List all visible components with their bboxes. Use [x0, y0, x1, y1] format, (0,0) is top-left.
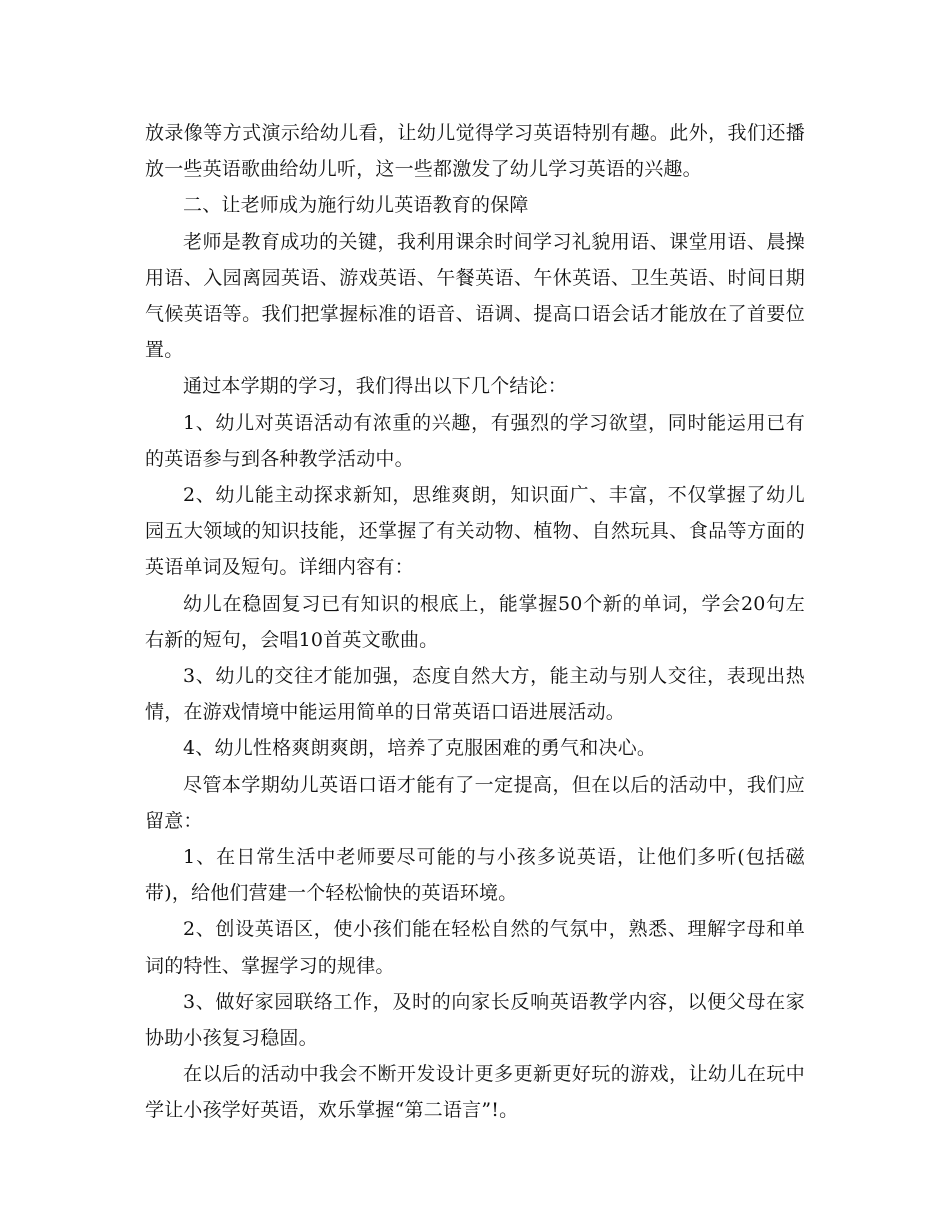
- paragraph: 尽管本学期幼儿英语口语才能有了一定提高，但在以后的活动中，我们应留意：: [145, 773, 805, 832]
- list-item: 1、幼儿对英语活动有浓重的兴趣，有强烈的学习欲望，同时能运用已有的英语参与到各种教学活动中。: [145, 411, 805, 470]
- list-item: 4、幼儿性格爽朗爽朗，培养了克服困难的勇气和决心。: [183, 737, 657, 760]
- list-item: 2、创设英语区，使小孩们能在轻松自然的气氛中，熟悉、理解字母和单词的特性、掌握学习的规律。: [145, 918, 805, 977]
- list-item: 3、做好家园联络工作，及时的向家长反响英语教学内容，以便父母在家协助小孩复习稳固。: [145, 990, 805, 1050]
- paragraph: 老师是教育成功的关键，我利用课余时间学习礼貌用语、课堂用语、晨操用语、入园离园英语、游戏英语、午餐英语、午休英语、卫生英语、时间日期气候英语等。我们把掌握标准的语音、语调、提高口语会话才能放在了首要位置。: [145, 230, 805, 362]
- paragraph: 幼儿在稳固复习已有知识的根底上，能掌握50个新的单词，学会20句左右新的短句，会唱10首英文歌曲。: [145, 592, 805, 651]
- section-heading: 二、让老师成为施行幼儿英语教育的保障: [183, 194, 529, 217]
- paragraph: 放录像等方式演示给幼儿看，让幼儿觉得学习英语特别有趣。此外，我们还播放一些英语歌曲给幼儿听，这一些都激发了幼儿学习英语的兴趣。: [145, 122, 805, 181]
- list-item: 2、幼儿能主动探求新知，思维爽朗，知识面广、丰富，不仅掌握了幼儿园五大领域的知识技能，还掌握了有关动物、植物、自然玩具、食品等方面的英语单词及短句。详细内容有：: [145, 484, 805, 579]
- paragraph: 通过本学期的学习，我们得出以下几个结论：: [183, 375, 568, 398]
- document-body: [145, 115, 805, 1129]
- paragraph: 在以后的活动中我会不断开发设计更多更新更好玩的游戏，让幼儿在玩中学让小孩学好英语，欢乐掌握“第二语言”!。: [145, 1063, 805, 1122]
- list-item: 3、幼儿的交往才能加强，态度自然大方，能主动与别人交往，表现出热情，在游戏情境中能运用简单的日常英语口语进展活动。: [145, 665, 805, 724]
- list-item: 1、在日常生活中老师要尽可能的与小孩多说英语，让他们多听(包括磁带)，给他们营建一个轻松愉快的英语环境。: [145, 846, 805, 905]
